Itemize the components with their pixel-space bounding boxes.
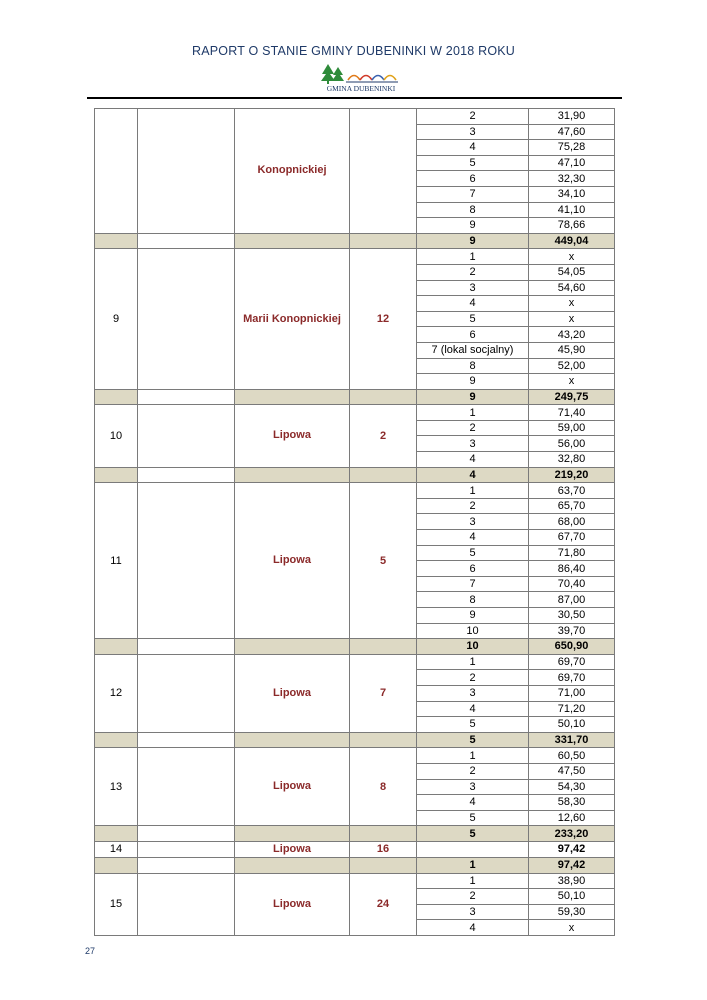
area-cell: 59,00 bbox=[529, 420, 615, 436]
lp-cell: 15 bbox=[95, 873, 138, 935]
unit-number-cell: 1 bbox=[417, 405, 529, 421]
area-cell: 38,90 bbox=[529, 873, 615, 889]
total-blank-cell bbox=[95, 467, 138, 483]
unit-number-cell: 2 bbox=[417, 498, 529, 514]
street-cell: Marii Konopnickiej bbox=[235, 249, 350, 389]
area-cell: 45,90 bbox=[529, 342, 615, 358]
unit-number-cell: 7 bbox=[417, 576, 529, 592]
building-cell: 12 bbox=[350, 249, 417, 389]
street-cell: Lipowa bbox=[235, 405, 350, 467]
area-cell: 54,60 bbox=[529, 280, 615, 296]
total-row bbox=[95, 467, 615, 483]
unit-number-cell: 1 bbox=[417, 748, 529, 764]
gmina-logo bbox=[318, 62, 404, 96]
unit-number-cell: 4 bbox=[417, 452, 529, 468]
area-cell: 71,00 bbox=[529, 685, 615, 701]
blank-cell bbox=[138, 841, 235, 857]
total-blank-cell bbox=[350, 389, 417, 405]
total-blank-cell bbox=[95, 639, 138, 655]
total-blank-cell bbox=[138, 826, 235, 842]
unit-number-cell: 3 bbox=[417, 280, 529, 296]
total-blank-cell bbox=[235, 389, 350, 405]
area-cell: 70,40 bbox=[529, 576, 615, 592]
building-cell: 24 bbox=[350, 873, 417, 935]
area-cell: 69,70 bbox=[529, 654, 615, 670]
total-count-cell: 1 bbox=[417, 857, 529, 873]
area-cell: 58,30 bbox=[529, 795, 615, 811]
table-row bbox=[95, 841, 615, 857]
street-cell: Lipowa bbox=[235, 748, 350, 826]
total-blank-cell bbox=[350, 857, 417, 873]
area-cell: 47,10 bbox=[529, 155, 615, 171]
building-cell: 16 bbox=[350, 841, 417, 857]
blank-cell bbox=[138, 405, 235, 467]
unit-number-cell: 4 bbox=[417, 920, 529, 936]
table-row bbox=[95, 873, 615, 889]
unit-number-cell: 9 bbox=[417, 374, 529, 390]
total-blank-cell bbox=[138, 467, 235, 483]
report-title: RAPORT O STANIE GMINY DUBENINKI W 2018 ROKU bbox=[191, 44, 516, 58]
area-cell: 60,50 bbox=[529, 748, 615, 764]
total-row bbox=[95, 389, 615, 405]
total-blank-cell bbox=[350, 732, 417, 748]
table-row bbox=[95, 748, 615, 764]
unit-number-cell: 3 bbox=[417, 904, 529, 920]
unit-number-cell: 8 bbox=[417, 358, 529, 374]
unit-number-cell: 8 bbox=[417, 202, 529, 218]
area-cell: x bbox=[529, 374, 615, 390]
building-cell: 8 bbox=[350, 748, 417, 826]
unit-number-cell bbox=[417, 841, 529, 857]
area-cell: 41,10 bbox=[529, 202, 615, 218]
area-cell: 97,42 bbox=[529, 841, 615, 857]
area-cell: 86,40 bbox=[529, 561, 615, 577]
unit-number-cell: 5 bbox=[417, 311, 529, 327]
unit-number-cell: 2 bbox=[417, 109, 529, 125]
table-row bbox=[95, 405, 615, 421]
total-blank-cell bbox=[235, 732, 350, 748]
area-cell: x bbox=[529, 920, 615, 936]
table-row bbox=[95, 483, 615, 499]
unit-number-cell: 9 bbox=[417, 608, 529, 624]
unit-number-cell: 2 bbox=[417, 420, 529, 436]
total-blank-cell bbox=[235, 639, 350, 655]
street-cell: Lipowa bbox=[235, 873, 350, 935]
unit-number-cell: 1 bbox=[417, 249, 529, 265]
total-blank-cell bbox=[138, 639, 235, 655]
blank-cell bbox=[138, 109, 235, 234]
unit-number-cell: 1 bbox=[417, 483, 529, 499]
area-cell: 47,60 bbox=[529, 124, 615, 140]
unit-number-cell: 3 bbox=[417, 436, 529, 452]
unit-number-cell: 6 bbox=[417, 171, 529, 187]
blank-cell bbox=[138, 249, 235, 389]
unit-number-cell: 5 bbox=[417, 810, 529, 826]
area-cell: 50,10 bbox=[529, 717, 615, 733]
area-cell: 67,70 bbox=[529, 530, 615, 546]
unit-number-cell: 3 bbox=[417, 124, 529, 140]
total-blank-cell bbox=[138, 857, 235, 873]
total-blank-cell bbox=[235, 467, 350, 483]
lp-cell: 14 bbox=[95, 841, 138, 857]
total-area-cell: 650,90 bbox=[529, 639, 615, 655]
blank-cell bbox=[138, 873, 235, 935]
area-cell: 12,60 bbox=[529, 810, 615, 826]
total-blank-cell bbox=[235, 826, 350, 842]
area-cell: 65,70 bbox=[529, 498, 615, 514]
unit-number-cell: 6 bbox=[417, 561, 529, 577]
total-count-cell: 10 bbox=[417, 639, 529, 655]
unit-number-cell: 4 bbox=[417, 140, 529, 156]
area-cell: 52,00 bbox=[529, 358, 615, 374]
street-cell: Konopnickiej bbox=[235, 109, 350, 234]
logo-text: GMINA DUBENINKI bbox=[326, 84, 396, 93]
unit-number-cell: 3 bbox=[417, 514, 529, 530]
lp-cell: 12 bbox=[95, 654, 138, 732]
total-area-cell: 233,20 bbox=[529, 826, 615, 842]
lp-cell bbox=[95, 109, 138, 234]
unit-number-cell: 5 bbox=[417, 155, 529, 171]
total-blank-cell bbox=[350, 467, 417, 483]
total-blank-cell bbox=[95, 233, 138, 249]
total-blank-cell bbox=[235, 857, 350, 873]
unit-number-cell: 10 bbox=[417, 623, 529, 639]
street-cell: Lipowa bbox=[235, 483, 350, 639]
area-cell: 54,30 bbox=[529, 779, 615, 795]
lp-cell: 11 bbox=[95, 483, 138, 639]
unit-number-cell: 3 bbox=[417, 779, 529, 795]
lp-cell: 13 bbox=[95, 748, 138, 826]
unit-number-cell: 2 bbox=[417, 889, 529, 905]
building-cell: 7 bbox=[350, 654, 417, 732]
area-cell: 32,80 bbox=[529, 452, 615, 468]
unit-number-cell: 5 bbox=[417, 717, 529, 733]
area-cell: 78,66 bbox=[529, 218, 615, 234]
area-cell: 75,28 bbox=[529, 140, 615, 156]
apartments-table bbox=[94, 108, 615, 936]
unit-number-cell: 7 bbox=[417, 186, 529, 202]
area-cell: 39,70 bbox=[529, 623, 615, 639]
area-cell: x bbox=[529, 311, 615, 327]
blank-cell bbox=[138, 748, 235, 826]
blank-cell bbox=[138, 654, 235, 732]
area-cell: 30,50 bbox=[529, 608, 615, 624]
area-cell: 43,20 bbox=[529, 327, 615, 343]
area-cell: x bbox=[529, 249, 615, 265]
total-blank-cell bbox=[138, 233, 235, 249]
table-row bbox=[95, 109, 615, 125]
area-cell: 87,00 bbox=[529, 592, 615, 608]
total-blank-cell bbox=[95, 732, 138, 748]
page-number: 27 bbox=[85, 946, 96, 956]
unit-number-cell: 4 bbox=[417, 701, 529, 717]
table-row bbox=[95, 249, 615, 265]
header-rule bbox=[87, 97, 622, 99]
total-row bbox=[95, 857, 615, 873]
total-row bbox=[95, 639, 615, 655]
unit-number-cell: 4 bbox=[417, 795, 529, 811]
area-cell: 32,30 bbox=[529, 171, 615, 187]
total-row bbox=[95, 732, 615, 748]
unit-number-cell: 8 bbox=[417, 592, 529, 608]
total-count-cell: 9 bbox=[417, 389, 529, 405]
total-blank-cell bbox=[95, 857, 138, 873]
area-cell: 50,10 bbox=[529, 889, 615, 905]
total-count-cell: 5 bbox=[417, 732, 529, 748]
total-blank-cell bbox=[350, 233, 417, 249]
lp-cell: 10 bbox=[95, 405, 138, 467]
total-area-cell: 97,42 bbox=[529, 857, 615, 873]
unit-number-cell: 2 bbox=[417, 264, 529, 280]
total-blank-cell bbox=[235, 233, 350, 249]
unit-number-cell: 9 bbox=[417, 218, 529, 234]
total-area-cell: 219,20 bbox=[529, 467, 615, 483]
area-cell: 69,70 bbox=[529, 670, 615, 686]
area-cell: 54,05 bbox=[529, 264, 615, 280]
lp-cell: 9 bbox=[95, 249, 138, 389]
total-count-cell: 5 bbox=[417, 826, 529, 842]
building-cell bbox=[350, 109, 417, 234]
street-cell: Lipowa bbox=[235, 654, 350, 732]
unit-number-cell: 5 bbox=[417, 545, 529, 561]
area-cell: 34,10 bbox=[529, 186, 615, 202]
total-blank-cell bbox=[138, 389, 235, 405]
area-cell: 71,40 bbox=[529, 405, 615, 421]
street-cell: Lipowa bbox=[235, 841, 350, 857]
unit-number-cell: 7 (lokal socjalny) bbox=[417, 342, 529, 358]
table-row bbox=[95, 654, 615, 670]
total-area-cell: 449,04 bbox=[529, 233, 615, 249]
total-blank-cell bbox=[350, 826, 417, 842]
unit-number-cell: 2 bbox=[417, 763, 529, 779]
area-cell: 31,90 bbox=[529, 109, 615, 125]
total-row bbox=[95, 233, 615, 249]
area-cell: 59,30 bbox=[529, 904, 615, 920]
total-blank-cell bbox=[95, 826, 138, 842]
unit-number-cell: 2 bbox=[417, 670, 529, 686]
unit-number-cell: 1 bbox=[417, 654, 529, 670]
unit-number-cell: 6 bbox=[417, 327, 529, 343]
unit-number-cell: 4 bbox=[417, 530, 529, 546]
unit-number-cell: 3 bbox=[417, 685, 529, 701]
unit-number-cell: 1 bbox=[417, 873, 529, 889]
area-cell: x bbox=[529, 296, 615, 312]
total-row bbox=[95, 826, 615, 842]
blank-cell bbox=[138, 483, 235, 639]
unit-number-cell: 4 bbox=[417, 296, 529, 312]
building-cell: 5 bbox=[350, 483, 417, 639]
total-blank-cell bbox=[350, 639, 417, 655]
total-blank-cell bbox=[138, 732, 235, 748]
total-area-cell: 249,75 bbox=[529, 389, 615, 405]
area-cell: 68,00 bbox=[529, 514, 615, 530]
area-cell: 71,80 bbox=[529, 545, 615, 561]
area-cell: 63,70 bbox=[529, 483, 615, 499]
area-cell: 71,20 bbox=[529, 701, 615, 717]
building-cell: 2 bbox=[350, 405, 417, 467]
total-count-cell: 4 bbox=[417, 467, 529, 483]
total-count-cell: 9 bbox=[417, 233, 529, 249]
total-blank-cell bbox=[95, 389, 138, 405]
total-area-cell: 331,70 bbox=[529, 732, 615, 748]
tree-arches-icon bbox=[318, 62, 404, 86]
area-cell: 56,00 bbox=[529, 436, 615, 452]
area-cell: 47,50 bbox=[529, 763, 615, 779]
